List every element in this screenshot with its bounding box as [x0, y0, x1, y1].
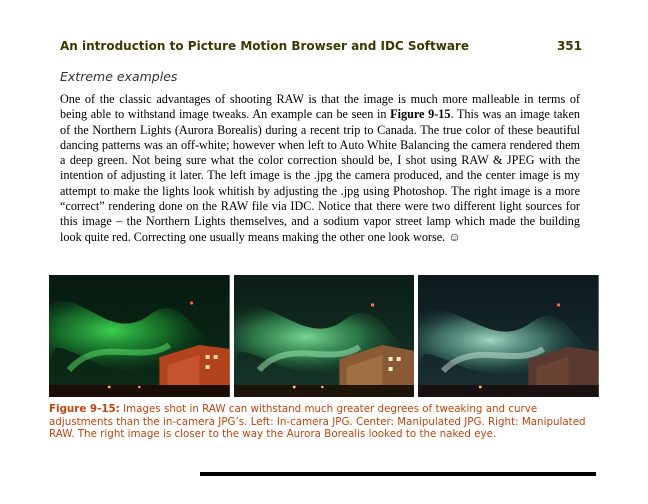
body-text-part1: One of the classic advantages of shooting RAW is that the image is much more malleable in terms of being able to withstand image tweaks. An example can be seen in: [60, 92, 580, 122]
body-paragraph: [60, 92, 580, 245]
page-number: 351: [556, 39, 582, 53]
caption-text: Images shot in RAW can withstand much greater degrees of tweaking and curve adjustments than the in-camera JPG’s. Left: In-camera JPG. Center: Manipulated JPG. Right: Manipulated RAW. The right image is closer to the way the Aurora Borealis looked to the naked eye.: [49, 403, 586, 441]
aurora-photo-in-camera-jpg: [49, 275, 230, 397]
aurora-photo-manipulated-jpg: [234, 275, 415, 397]
aurora-photo-manipulated-raw: [418, 275, 599, 397]
header-title: An introduction to Picture Motion Browser and IDC Software: [60, 39, 469, 53]
figure-caption: [49, 403, 599, 441]
caption-label: Figure 9-15:: [49, 403, 120, 415]
body-text-part2: . This was an image taken of the Northern Lights (Aurora Borealis) during a recent trip to Canada. The true color of these beautiful dancing patterns was an off-white; however when left to Auto White Balancing the camera rendered them a deep green. Not being sure what the color correction should be, I shot using RAW & JPEG with the intention of adjusting it later. The left image is the .jpg the camera produced, and the center image is my attempt to make the lights look whitish by adjusting the .jpg using Photoshop. The right image is a more “correct” rendering done on the RAW file via IDC. Notice that there were two different light sources for this image – the Northern Lights themselves, and a sodium vapor street lamp which made the building look quite red. Correcting one usually means making the other one look worse. ☺: [60, 107, 580, 244]
figure-reference: Figure 9-15: [390, 107, 451, 122]
figure-image-row: [49, 275, 599, 397]
footer-rule: [200, 472, 596, 476]
running-header: [60, 39, 582, 53]
section-heading: Extreme examples: [60, 69, 178, 84]
